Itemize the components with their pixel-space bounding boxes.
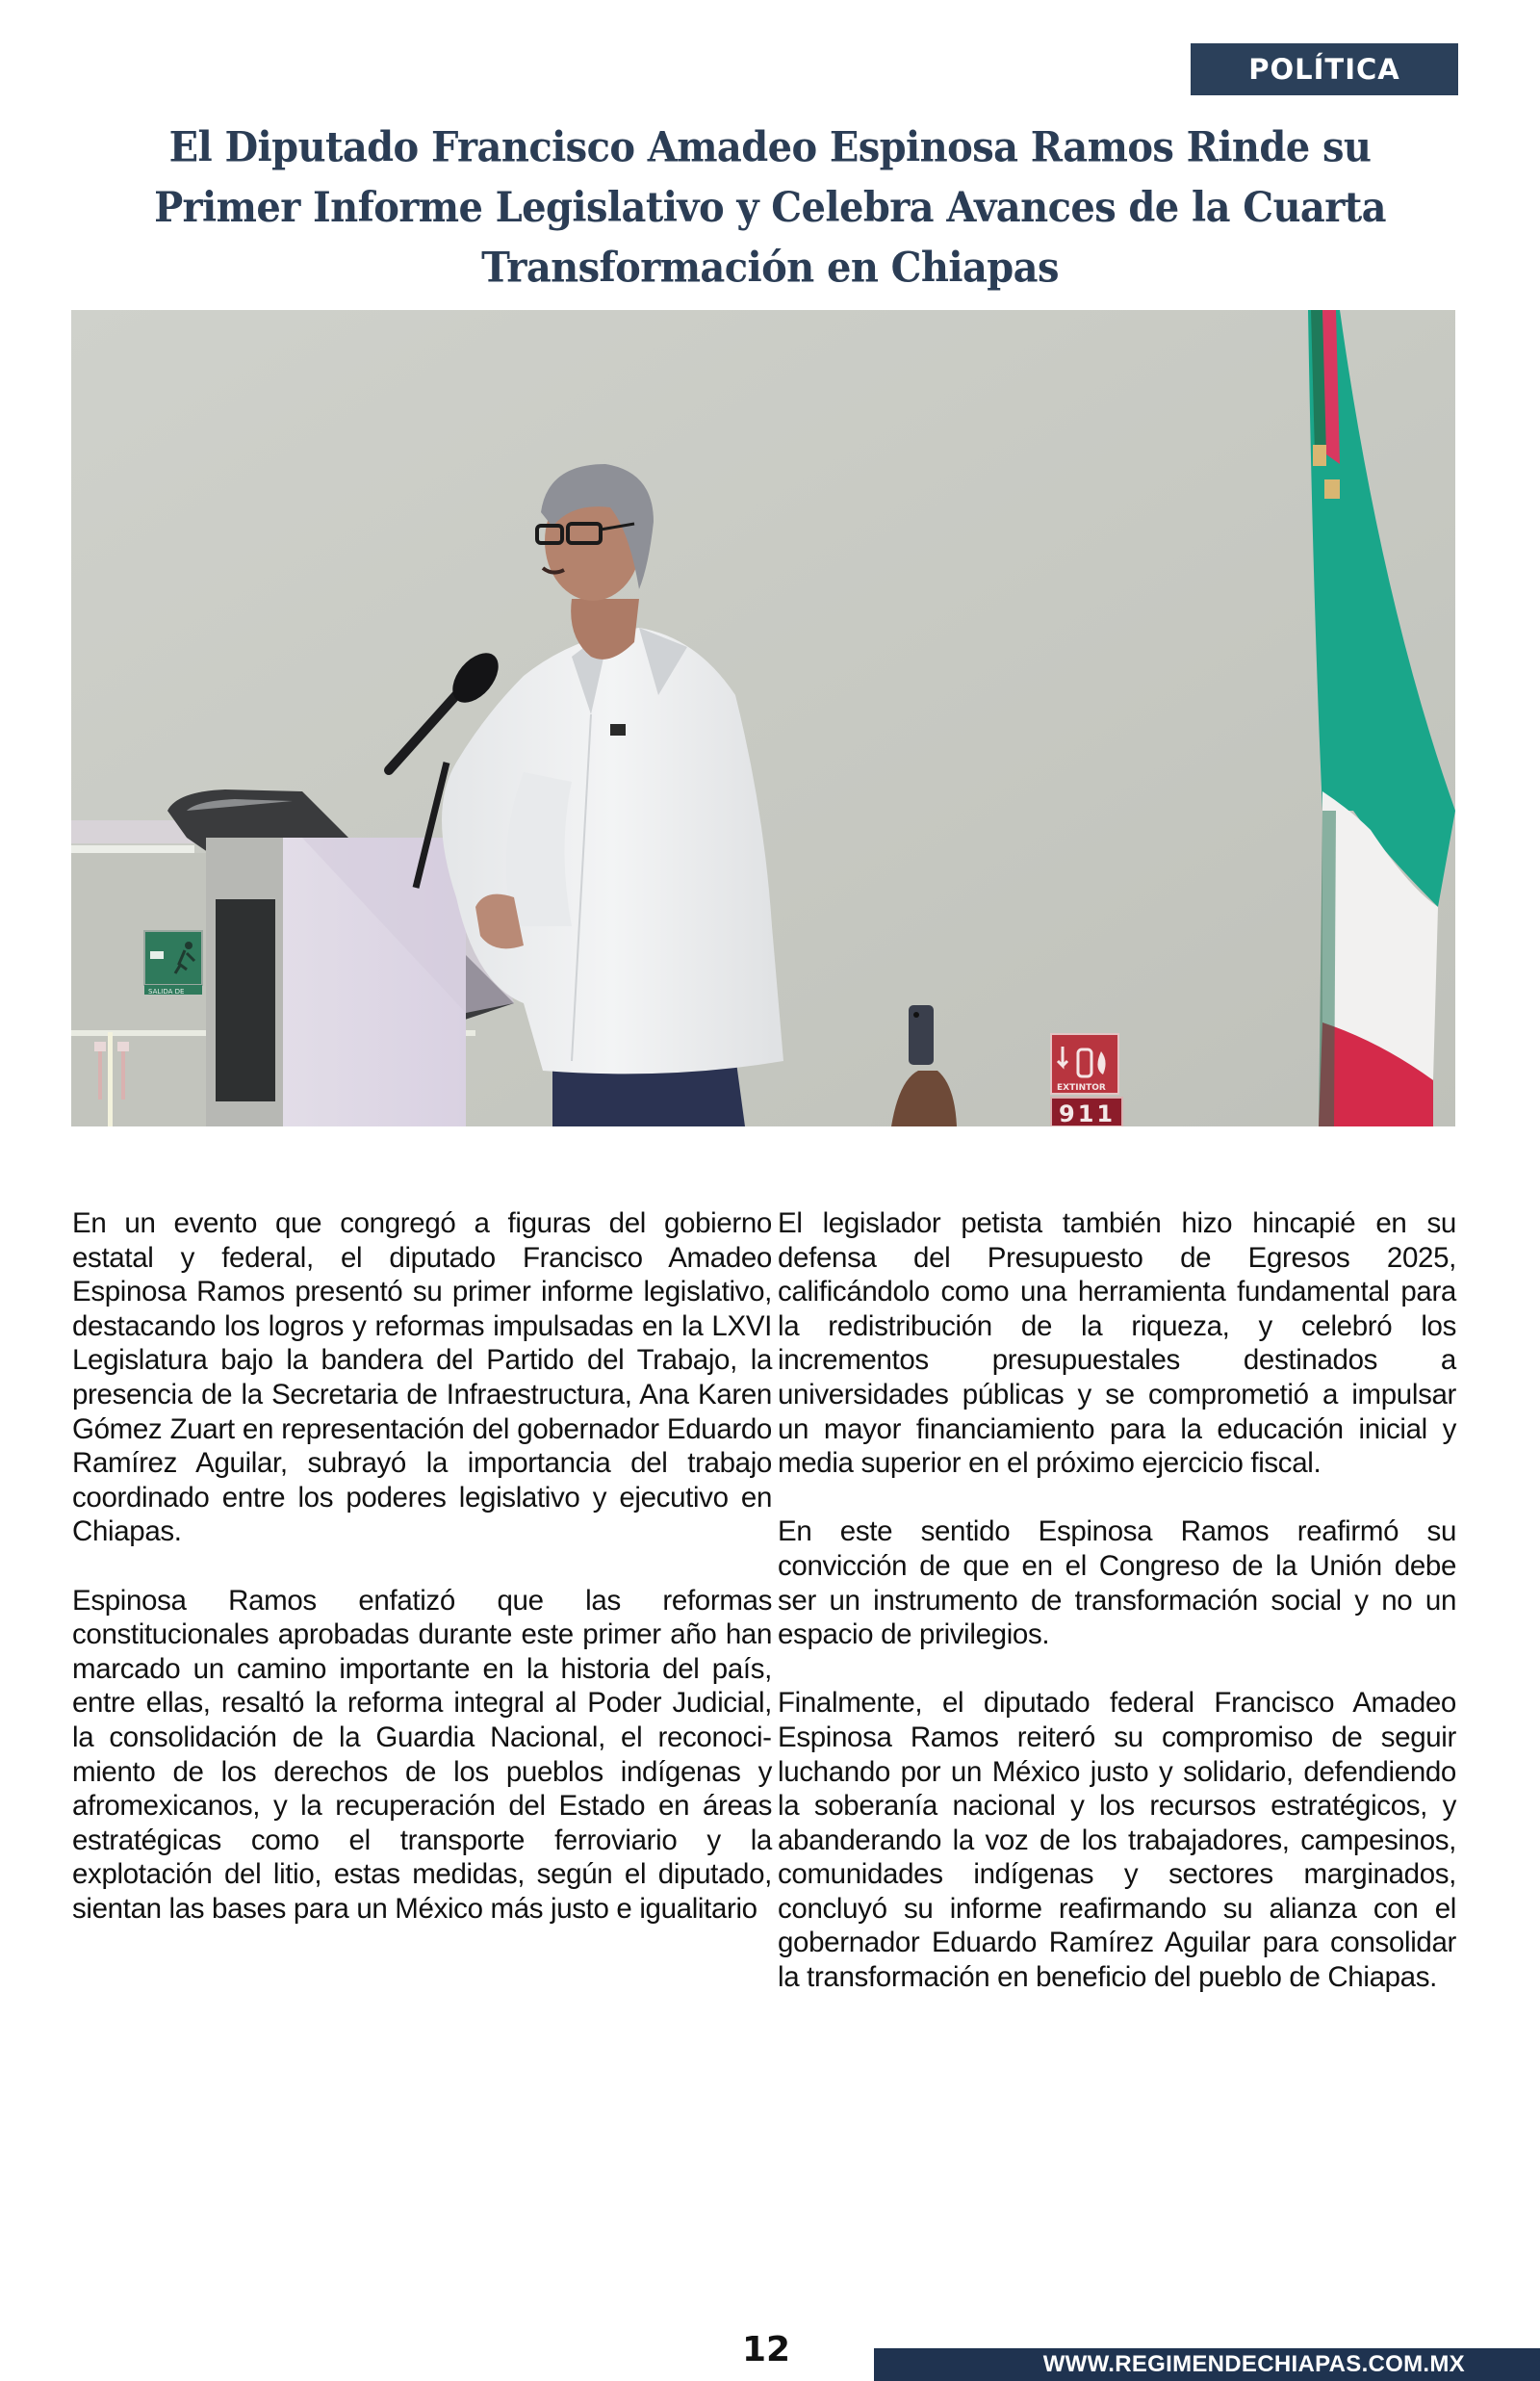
headline-line-1: El Diputado Francisco Amadeo Espinosa Ramos Rinde su bbox=[168, 122, 1372, 172]
paragraph: En este sentido Espinosa Ramos reafirmó su convicción de que en el Congreso de la Unión debe ser un instrumento de transformación social y no un espacio de privilegios. bbox=[778, 1515, 1456, 1651]
website-footer-bar bbox=[874, 2348, 1540, 2381]
article-headline bbox=[67, 117, 1473, 298]
paragraph: Espinosa Ramos enfatizó que las reformas constitucionales aprobadas durante este primer año han marcado un camino importante en la historia del país, entre ellas, resaltó la reforma integral al Poder Judicial, la consolidación de la Guardia Nacional, el reconocimiento de los derechos de los pueblos indígenas y afromexicanos, y la recuperación del Estado en áreas estratégicas como el transporte ferroviario y la explotación del litio, estas medidas, según el diputado, sientan las bases para un México más justo e igualitario bbox=[72, 1584, 772, 1925]
paragraph: El legislador petista también hizo hincapié en su defensa del Presupuesto de Egresos 2025, calificándolo como una herramienta fundamental para la redistribución de la riqueza, y celebró los incrementos presupuestales destinados a universidades públicas y se comprometió a impulsar un mayor financiamiento para la educación inicial y media superior en el próximo ejercicio fiscal. bbox=[778, 1207, 1456, 1480]
article-photo bbox=[71, 310, 1455, 1126]
exit-sign bbox=[144, 931, 202, 996]
paragraph: Finalmente, el diputado federal Francisco Amadeo Espinosa Ramos reiteró su compromiso de seguir luchando por un México justo y solidario, defendiendo la soberanía nacional y los recursos estratégicos, y abanderando la voz de los trabajadores, campesinos, comunidades indígenas y sectores marginados, concluyó su informe reafirmando su alianza con el gobernador Eduardo Ramírez Aguilar para consolidar la transformación en beneficio del pueblo de Chiapas. bbox=[778, 1687, 1456, 1994]
exit-sign-text: SALIDA DE bbox=[148, 988, 185, 996]
section-label: POLÍTICA bbox=[1248, 53, 1400, 86]
extinguisher-sign-text: EXTINTOR bbox=[1057, 1083, 1106, 1093]
article-column-right bbox=[778, 1206, 1456, 2029]
page-number: 12 bbox=[741, 2330, 791, 2369]
website-url[interactable]: WWW.REGIMENDECHIAPAS.COM.MX bbox=[1042, 2351, 1465, 2377]
headline-line-2: Primer Informe Legislativo y Celebra Avances de la Cuarta bbox=[154, 183, 1386, 232]
article-column-left bbox=[72, 1206, 772, 1960]
paragraph: En un evento que congregó a figuras del gobierno estatal y federal, el diputado Francisco Amadeo Espinosa Ramos presentó su primer informe legislativo, destacando los logros y reformas impulsadas en la LXVI Legislatura bajo la bandera del Partido del Trabajo, la presencia de la Secretaria de Infraestructura, Ana Karen Gómez Zuart en representación del gobernador Eduardo Ramírez Aguilar, subrayó la importancia del trabajo coordinado entre los poderes legislativo y ejecutivo en Chiapas. bbox=[72, 1207, 772, 1548]
headline-line-3: Transformación en Chiapas bbox=[481, 243, 1059, 293]
extinguisher-sign bbox=[1051, 1034, 1122, 1126]
section-tag bbox=[1191, 43, 1458, 95]
emergency-number: 911 bbox=[1059, 1100, 1116, 1126]
